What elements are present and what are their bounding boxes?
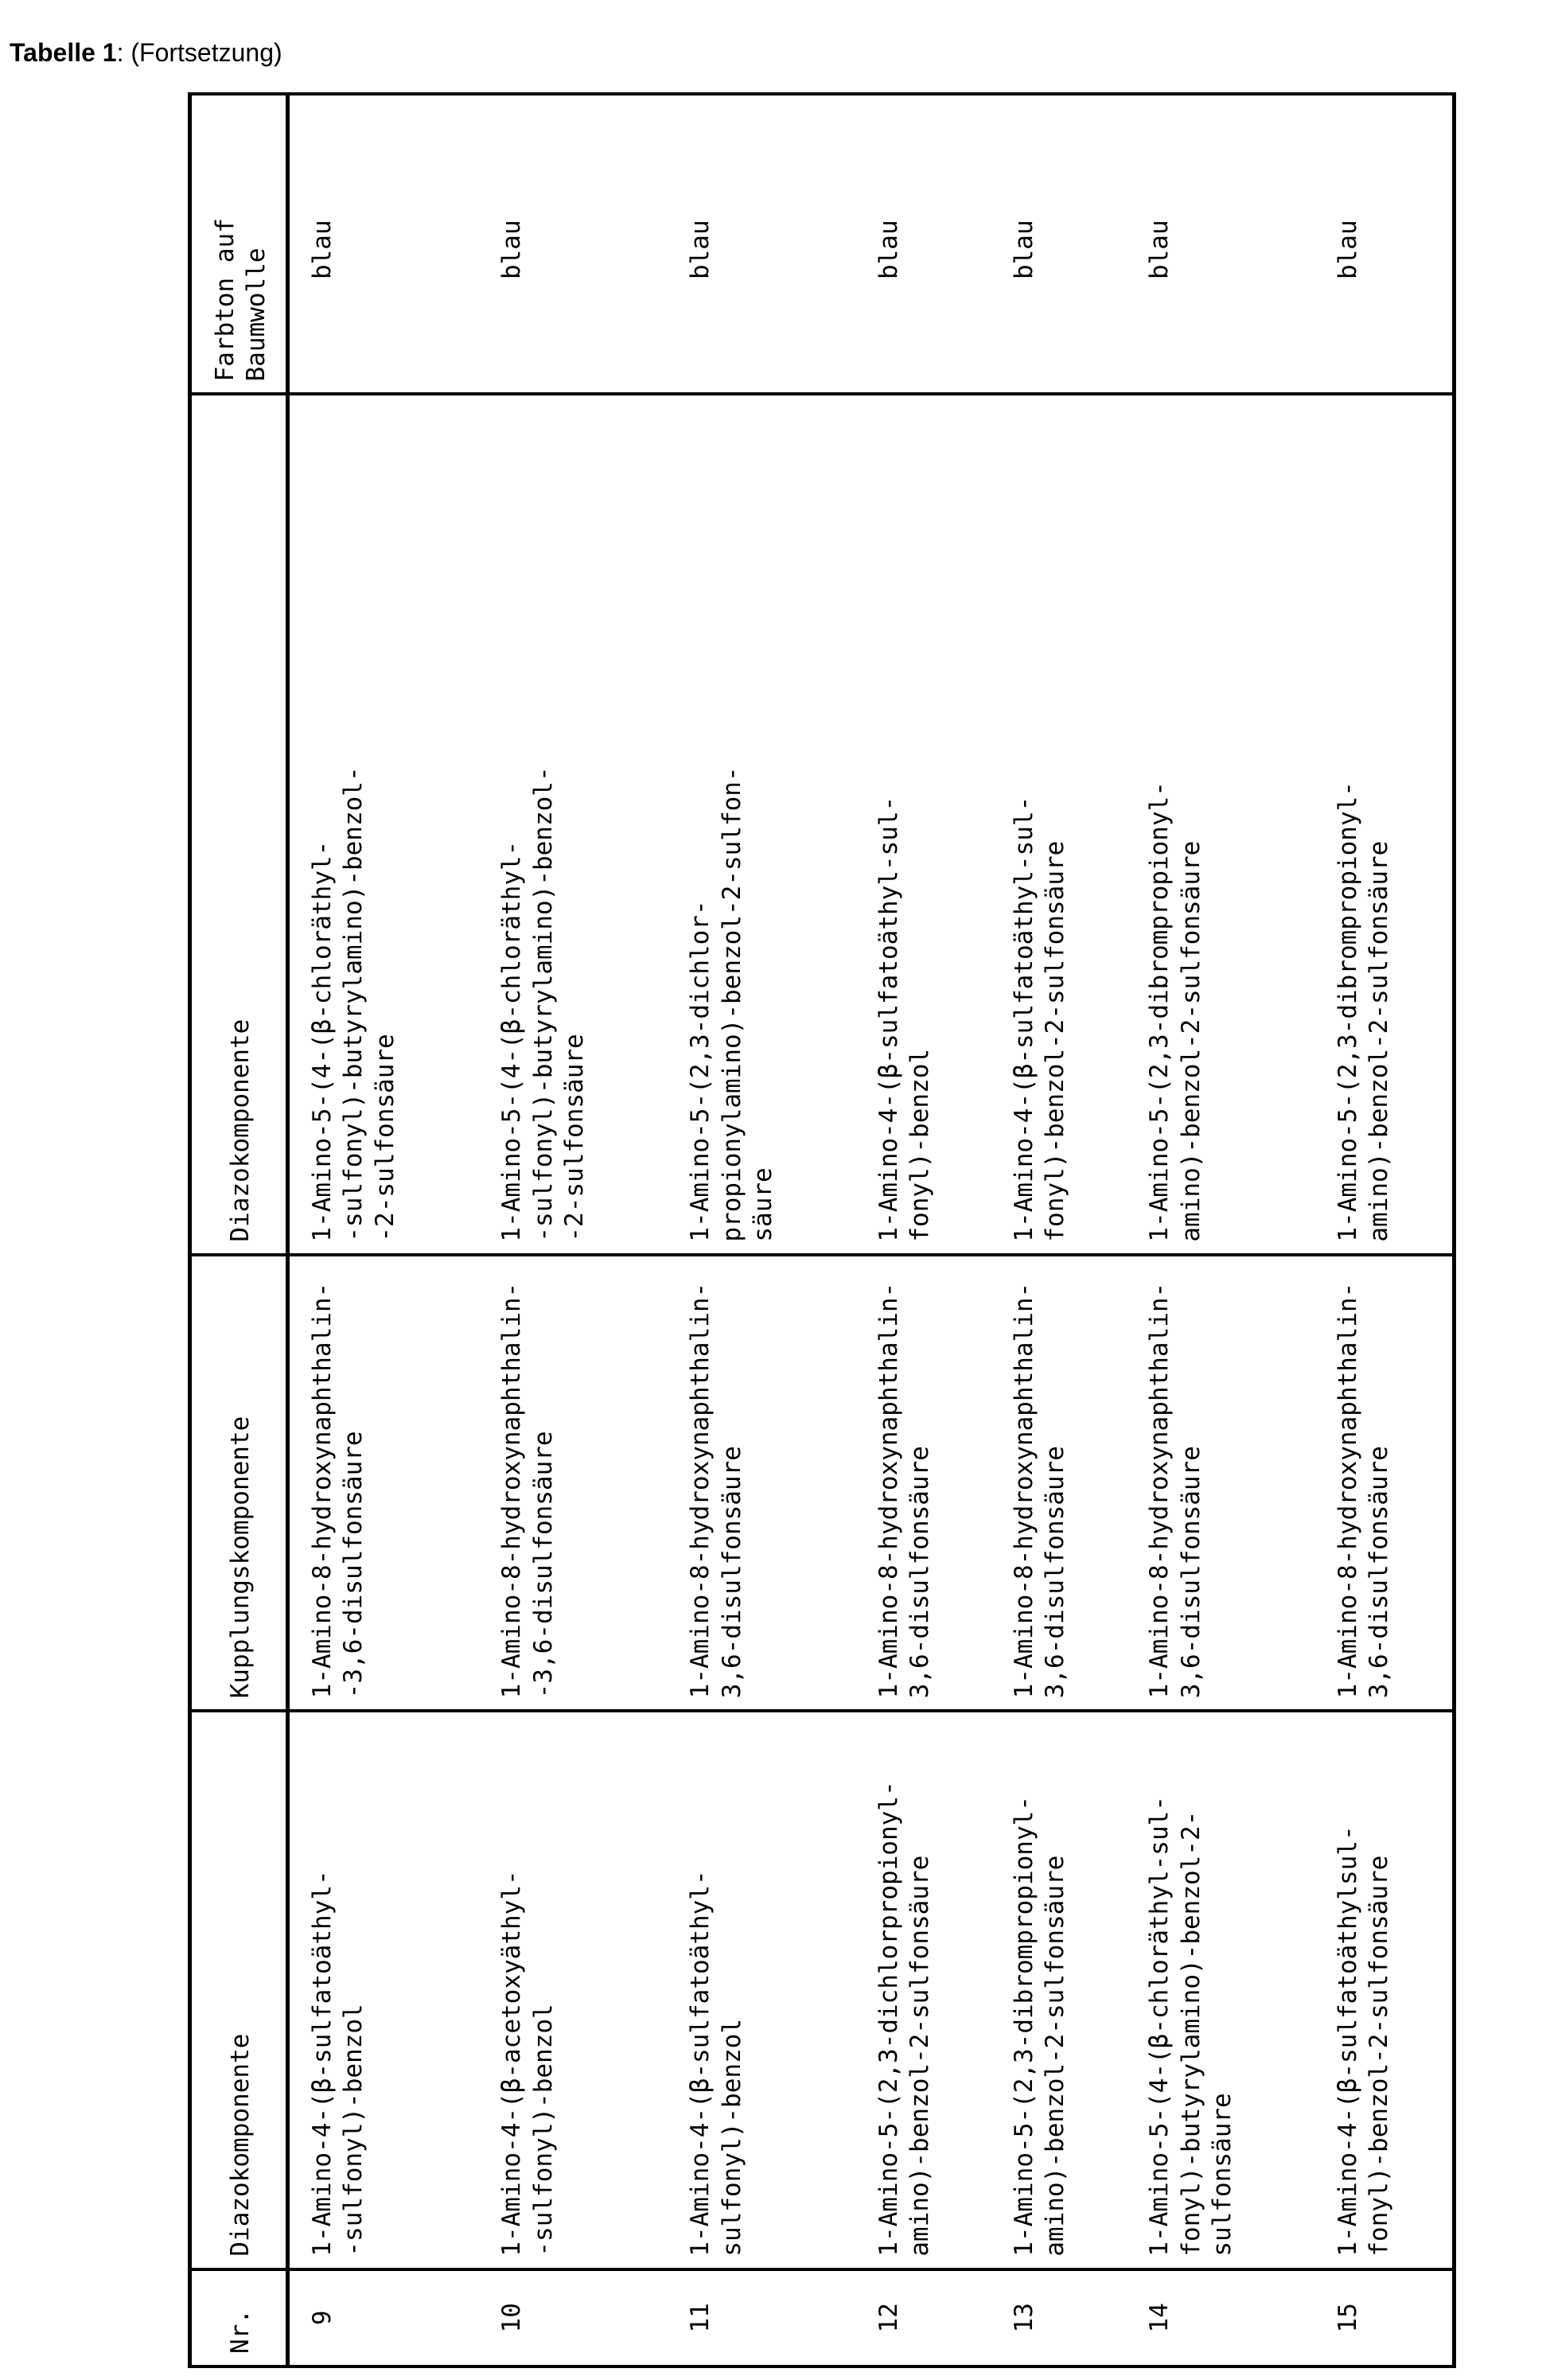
cell-diazo-2: 1-Amino-4-(β-sulfatoäthyl-sul- fonyl)-benzol xyxy=(856,394,991,1254)
cell-farbton: blau xyxy=(991,94,1127,394)
table-row xyxy=(288,94,480,2366)
cell-farbton: blau xyxy=(479,94,668,394)
cell-diazo-2: 1-Amino-5-(2,3-dichlor- propionylamino)-benzol-2-sulfon- säure xyxy=(668,394,856,1254)
cell-diazo-1: 1-Amino-5-(2,3-dichlorpropionyl- amino)-benzol-2-sulfonsäure xyxy=(856,1711,991,2269)
table-row xyxy=(991,94,1127,2366)
header-diazo-1: Diazokomponente xyxy=(190,1711,288,2269)
table-row xyxy=(856,94,991,2366)
caption-suffix: : (Fortsetzung) xyxy=(116,38,282,67)
cell-diazo-1: 1-Amino-5-(4-(β-chloräthyl-sul- fonyl)-butyrylamino)-benzol-2- sulfonsäure xyxy=(1127,1711,1315,2269)
header-diazo-2: Diazokomponente xyxy=(190,394,288,1254)
cell-diazo-1: 1-Amino-4-(β-sulfatoäthylsul- fonyl)-benzol-2-sulfonsäure xyxy=(1315,1711,1454,2269)
cell-farbton: blau xyxy=(1127,94,1315,394)
cell-farbton: blau xyxy=(856,94,991,394)
cell-diazo-1: 1-Amino-4-(β-sulfatoäthyl- -sulfonyl)-benzol xyxy=(288,1711,480,2269)
cell-nr: 12 xyxy=(856,2269,991,2366)
cell-nr: 15 xyxy=(1315,2269,1454,2366)
cell-farbton: blau xyxy=(668,94,856,394)
table-caption xyxy=(10,38,282,68)
cell-kupplung: 1-Amino-8-hydroxynaphthalin- 3,6-disulfonsäure xyxy=(1315,1255,1454,1712)
cell-nr: 11 xyxy=(668,2269,856,2366)
cell-kupplung: 1-Amino-8-hydroxynaphthalin- 3,6-disulfonsäure xyxy=(1127,1255,1315,1712)
cell-nr: 13 xyxy=(991,2269,1127,2366)
cell-diazo-2: 1-Amino-5-(2,3-dibrompropionyl- amino)-benzol-2-sulfonsäure xyxy=(1127,394,1315,1254)
cell-diazo-2: 1-Amino-5-(2,3-dibrompropionyl- amino)-benzol-2-sulfonsäure xyxy=(1315,394,1454,1254)
cell-diazo-2: 1-Amino-5-(4-(β-chloräthyl- -sulfonyl)-butyrylamino)-benzol- -2-sulfonsäure xyxy=(479,394,668,1254)
rotated-table-container xyxy=(188,92,1456,2368)
cell-diazo-2: 1-Amino-4-(β-sulfatoäthyl-sul- fonyl)-benzol-2-sulfonsäure xyxy=(991,394,1127,1254)
dye-table xyxy=(188,92,1456,2368)
table-row xyxy=(1127,94,1315,2366)
cell-nr: 9 xyxy=(288,2269,480,2366)
cell-nr: 10 xyxy=(479,2269,668,2366)
cell-diazo-1: 1-Amino-4-(β-acetoxyäthyl- -sulfonyl)-benzol xyxy=(479,1711,668,2269)
cell-kupplung: 1-Amino-8-hydroxynaphthalin- -3,6-disulfonsäure xyxy=(288,1255,480,1712)
cell-diazo-2: 1-Amino-5-(4-(β-chloräthyl- -sulfonyl)-butyrylamino)-benzol- -2-sulfonsäure xyxy=(288,394,480,1254)
cell-kupplung: 1-Amino-8-hydroxynaphthalin- 3,6-disulfonsäure xyxy=(991,1255,1127,1712)
cell-nr: 14 xyxy=(1127,2269,1315,2366)
header-kupplung: Kupplungskomponente xyxy=(190,1255,288,1712)
header-nr: Nr. xyxy=(190,2269,288,2366)
cell-kupplung: 1-Amino-8-hydroxynaphthalin- 3,6-disulfonsäure xyxy=(856,1255,991,1712)
table-row xyxy=(479,94,668,2366)
table-row xyxy=(1315,94,1454,2366)
caption-label: Tabelle 1 xyxy=(10,38,117,67)
cell-kupplung: 1-Amino-8-hydroxynaphthalin- -3,6-disulfonsäure xyxy=(479,1255,668,1712)
cell-diazo-1: 1-Amino-5-(2,3-dibrompropionyl- amino)-benzol-2-sulfonsäure xyxy=(991,1711,1127,2269)
table-header-row xyxy=(190,94,288,2366)
header-farbton: Farbton auf Baumwolle xyxy=(190,94,288,394)
cell-farbton: blau xyxy=(288,94,480,394)
table-row xyxy=(668,94,856,2366)
cell-kupplung: 1-Amino-8-hydroxynaphthalin- 3,6-disulfonsäure xyxy=(668,1255,856,1712)
cell-farbton: blau xyxy=(1315,94,1454,394)
cell-diazo-1: 1-Amino-4-(β-sulfatoäthyl- sulfonyl)-benzol xyxy=(668,1711,856,2269)
